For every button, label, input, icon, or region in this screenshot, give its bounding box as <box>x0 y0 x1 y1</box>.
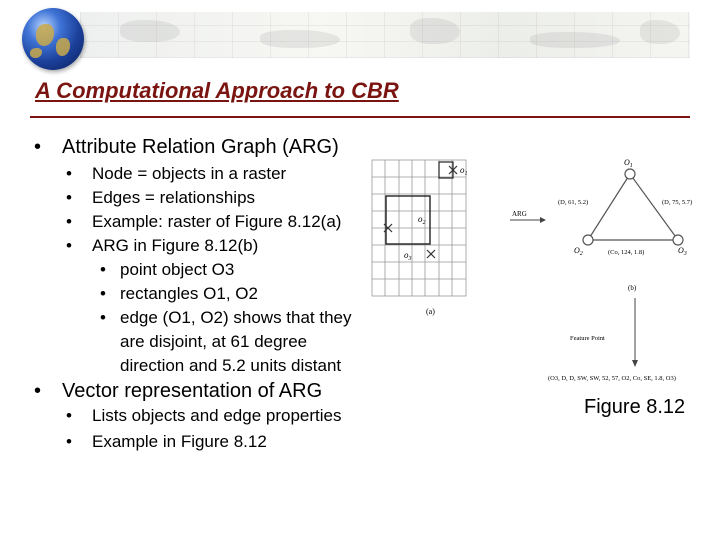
bullet-edge-relation-cont2: direction and 5.2 units distant <box>120 356 342 375</box>
title-underline <box>30 116 690 118</box>
bullet-point-object: • point object O3 <box>100 260 235 279</box>
graph-node-o2 <box>583 235 593 245</box>
graph-node-o1 <box>625 169 635 179</box>
graph-label-o2: $O_2$ <box>574 246 583 257</box>
feature-point-label: Feature Point <box>570 335 605 342</box>
raster-rect-o1 <box>439 162 453 178</box>
bullet-vector-rep: • Vector representation of ARG <box>34 380 323 402</box>
figure-caption: Figure 8.12 <box>584 396 686 418</box>
bullet-rectangles: • rectangles O1, O2 <box>100 284 258 303</box>
header-banner <box>0 0 720 72</box>
graph-edges <box>588 174 678 240</box>
bullet-node: • Node = objects in a raster <box>66 164 287 183</box>
bullet-edges: • Edges = relationships <box>66 188 256 207</box>
graph-label-o1: $O_1$ <box>624 158 633 169</box>
vector-representation-text: (O3, D, D, SW, SW, 52, 57, O2, Co, SE, 1.8, O3) <box>548 375 676 382</box>
bullet-arg-figure: • ARG in Figure 8.12(b) <box>66 236 259 255</box>
arg-arrow-label: ARG <box>512 210 527 218</box>
raster-label-o3: $o_3$ <box>404 250 412 262</box>
bullet-edge-relation: • edge (O1, O2) shows that they <box>100 308 352 327</box>
bullet-lists-objects: • Lists objects and edge properties <box>66 406 342 425</box>
bullet-arg: • Attribute Relation Graph (ARG) <box>34 136 339 158</box>
globe-icon <box>22 8 84 70</box>
arg-arrowhead <box>540 217 546 223</box>
bullet-example-figure: • Example in Figure 8.12 <box>66 432 267 451</box>
raster-label-o1: $o_1$ <box>460 165 468 177</box>
graph-label-b: (b) <box>628 284 637 292</box>
raster-label-a: (a) <box>426 307 435 316</box>
bullet-edge-relation-cont1: are disjoint, at 61 degree <box>120 332 308 351</box>
graph-label-o3: $O_3$ <box>678 246 687 257</box>
figure-8-12 <box>368 150 720 390</box>
slide-title: A Computational Approach to CBR <box>35 78 399 103</box>
graph-edge-label-bottom: (Co, 124, 1.8) <box>608 249 645 256</box>
graph-edge-label-right: (D, 75, 5.7) <box>662 199 693 206</box>
raster-label-o2: $o_2$ <box>418 214 426 226</box>
map-strip-decoration <box>80 12 690 58</box>
graph-edge-label-left: (D, 61, 5.2) <box>558 199 589 206</box>
feature-arrowhead <box>632 360 638 367</box>
graph-node-o3 <box>673 235 683 245</box>
bullet-example-raster: • Example: raster of Figure 8.12(a) <box>66 212 342 231</box>
